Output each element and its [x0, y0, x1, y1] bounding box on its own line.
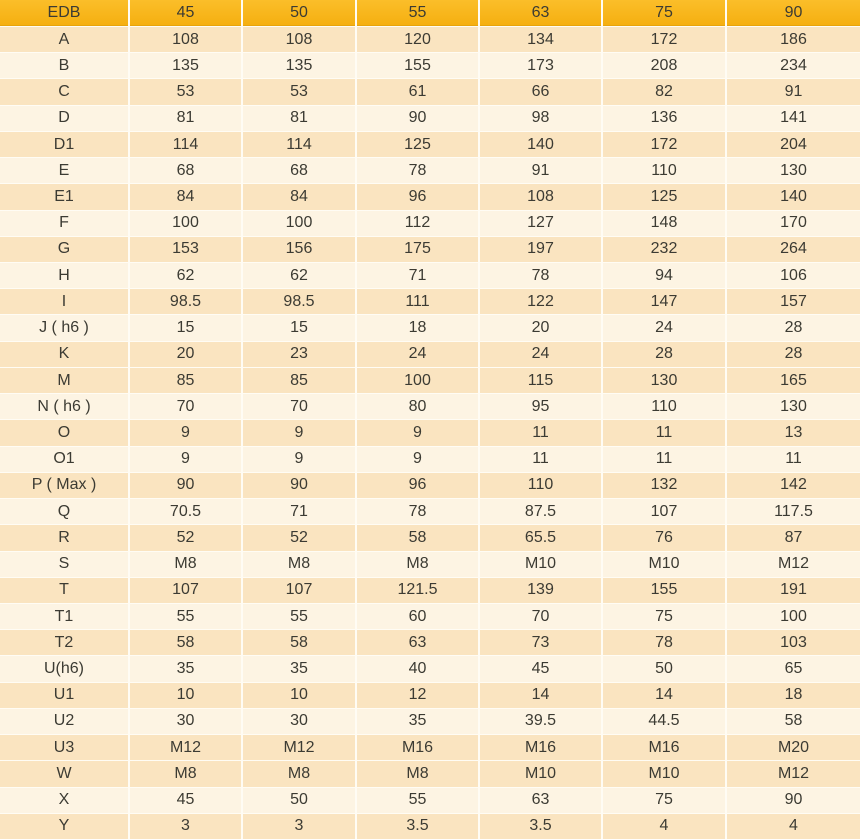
value-cell: 115 — [480, 368, 601, 393]
value-cell: 117.5 — [727, 499, 860, 524]
value-cell: 96 — [357, 473, 478, 498]
value-cell: 45 — [130, 788, 241, 813]
table-row — [0, 237, 860, 262]
row-label: K — [0, 342, 128, 367]
value-cell: 9 — [357, 420, 478, 445]
table-row — [0, 184, 860, 209]
value-cell: 68 — [130, 158, 241, 183]
value-cell: 110 — [603, 394, 725, 419]
row-label: D1 — [0, 132, 128, 157]
table-row — [0, 106, 860, 131]
value-cell: 90 — [243, 473, 355, 498]
value-cell: M8 — [243, 761, 355, 786]
value-cell: 107 — [130, 578, 241, 603]
value-cell: 142 — [727, 473, 860, 498]
value-cell: 186 — [727, 27, 860, 52]
value-cell: 73 — [480, 630, 601, 655]
row-label: U(h6) — [0, 656, 128, 681]
value-cell: 130 — [727, 394, 860, 419]
value-cell: 53 — [243, 79, 355, 104]
row-label: R — [0, 525, 128, 550]
table-row — [0, 79, 860, 104]
value-cell: 172 — [603, 132, 725, 157]
row-label: P ( Max ) — [0, 473, 128, 498]
value-cell: 11 — [480, 420, 601, 445]
value-cell: 35 — [243, 656, 355, 681]
table-row — [0, 394, 860, 419]
value-cell: 80 — [357, 394, 478, 419]
value-cell: 52 — [130, 525, 241, 550]
table-row — [0, 473, 860, 498]
value-cell: 191 — [727, 578, 860, 603]
header-cell: 75 — [603, 0, 725, 26]
value-cell: 139 — [480, 578, 601, 603]
value-cell: 62 — [130, 263, 241, 288]
row-label: T1 — [0, 604, 128, 629]
table-row — [0, 342, 860, 367]
table-row — [0, 27, 860, 52]
value-cell: 30 — [243, 709, 355, 734]
value-cell: 11 — [603, 420, 725, 445]
row-label: W — [0, 761, 128, 786]
value-cell: 65 — [727, 656, 860, 681]
value-cell: 153 — [130, 237, 241, 262]
value-cell: 170 — [727, 211, 860, 236]
value-cell: 20 — [130, 342, 241, 367]
value-cell: 71 — [357, 263, 478, 288]
value-cell: 155 — [603, 578, 725, 603]
row-label: Q — [0, 499, 128, 524]
header-cell-edb: EDB — [0, 0, 128, 26]
value-cell: 100 — [727, 604, 860, 629]
value-cell: M8 — [357, 761, 478, 786]
value-cell: 58 — [243, 630, 355, 655]
table-row — [0, 315, 860, 340]
value-cell: 61 — [357, 79, 478, 104]
value-cell: 103 — [727, 630, 860, 655]
value-cell: 82 — [603, 79, 725, 104]
table-row — [0, 709, 860, 734]
value-cell: 140 — [727, 184, 860, 209]
value-cell: M10 — [480, 761, 601, 786]
value-cell: 15 — [243, 315, 355, 340]
value-cell: 100 — [243, 211, 355, 236]
table-row — [0, 53, 860, 78]
value-cell: 110 — [480, 473, 601, 498]
value-cell: 85 — [130, 368, 241, 393]
value-cell: 11 — [727, 447, 860, 472]
value-cell: 71 — [243, 499, 355, 524]
value-cell: 157 — [727, 289, 860, 314]
value-cell: 156 — [243, 237, 355, 262]
value-cell: 12 — [357, 683, 478, 708]
value-cell: M10 — [603, 761, 725, 786]
value-cell: 111 — [357, 289, 478, 314]
value-cell: 76 — [603, 525, 725, 550]
value-cell: M8 — [130, 552, 241, 577]
value-cell: 108 — [130, 27, 241, 52]
row-label: Y — [0, 814, 128, 839]
row-label: H — [0, 263, 128, 288]
value-cell: 3.5 — [480, 814, 601, 839]
value-cell: 9 — [357, 447, 478, 472]
row-label: I — [0, 289, 128, 314]
value-cell: 75 — [603, 788, 725, 813]
value-cell: 96 — [357, 184, 478, 209]
value-cell: 14 — [480, 683, 601, 708]
value-cell: 134 — [480, 27, 601, 52]
row-label: U3 — [0, 735, 128, 760]
table-row — [0, 761, 860, 786]
value-cell: 106 — [727, 263, 860, 288]
value-cell: 44.5 — [603, 709, 725, 734]
value-cell: 10 — [243, 683, 355, 708]
value-cell: 58 — [727, 709, 860, 734]
value-cell: 95 — [480, 394, 601, 419]
value-cell: 78 — [480, 263, 601, 288]
value-cell: 135 — [130, 53, 241, 78]
value-cell: 90 — [357, 106, 478, 131]
value-cell: 58 — [130, 630, 241, 655]
value-cell: 84 — [130, 184, 241, 209]
table-row — [0, 552, 860, 577]
row-label: U2 — [0, 709, 128, 734]
value-cell: 65.5 — [480, 525, 601, 550]
row-label: E1 — [0, 184, 128, 209]
value-cell: 24 — [480, 342, 601, 367]
value-cell: 60 — [357, 604, 478, 629]
value-cell: 3 — [130, 814, 241, 839]
value-cell: 45 — [480, 656, 601, 681]
value-cell: 130 — [603, 368, 725, 393]
value-cell: 75 — [603, 604, 725, 629]
value-cell: 172 — [603, 27, 725, 52]
value-cell: 3.5 — [357, 814, 478, 839]
value-cell: 87 — [727, 525, 860, 550]
value-cell: 53 — [130, 79, 241, 104]
value-cell: 91 — [727, 79, 860, 104]
row-label: O — [0, 420, 128, 445]
value-cell: 130 — [727, 158, 860, 183]
table-row — [0, 499, 860, 524]
value-cell: 55 — [130, 604, 241, 629]
value-cell: 13 — [727, 420, 860, 445]
value-cell: 63 — [480, 788, 601, 813]
value-cell: 107 — [603, 499, 725, 524]
value-cell: 125 — [357, 132, 478, 157]
value-cell: 70 — [130, 394, 241, 419]
table-row — [0, 158, 860, 183]
row-label: T2 — [0, 630, 128, 655]
row-label: S — [0, 552, 128, 577]
table-row — [0, 630, 860, 655]
value-cell: M8 — [243, 552, 355, 577]
value-cell: 84 — [243, 184, 355, 209]
value-cell: 50 — [243, 788, 355, 813]
row-label: U1 — [0, 683, 128, 708]
value-cell: M10 — [603, 552, 725, 577]
value-cell: 78 — [603, 630, 725, 655]
value-cell: 9 — [130, 447, 241, 472]
value-cell: 175 — [357, 237, 478, 262]
value-cell: 11 — [603, 447, 725, 472]
value-cell: 66 — [480, 79, 601, 104]
value-cell: 28 — [603, 342, 725, 367]
value-cell: 9 — [130, 420, 241, 445]
row-label: J ( h6 ) — [0, 315, 128, 340]
value-cell: M16 — [480, 735, 601, 760]
value-cell: 98.5 — [243, 289, 355, 314]
row-label: D — [0, 106, 128, 131]
value-cell: 24 — [357, 342, 478, 367]
header-cell: 50 — [243, 0, 355, 26]
table-row — [0, 447, 860, 472]
value-cell: 90 — [130, 473, 241, 498]
value-cell: 35 — [130, 656, 241, 681]
header-cell: 55 — [357, 0, 478, 26]
value-cell: 91 — [480, 158, 601, 183]
value-cell: 148 — [603, 211, 725, 236]
value-cell: 122 — [480, 289, 601, 314]
value-cell: 55 — [357, 788, 478, 813]
value-cell: M20 — [727, 735, 860, 760]
value-cell: 132 — [603, 473, 725, 498]
value-cell: 125 — [603, 184, 725, 209]
value-cell: 63 — [357, 630, 478, 655]
value-cell: 112 — [357, 211, 478, 236]
value-cell: 70.5 — [130, 499, 241, 524]
value-cell: M10 — [480, 552, 601, 577]
table-row — [0, 420, 860, 445]
value-cell: 127 — [480, 211, 601, 236]
table-row — [0, 604, 860, 629]
header-cell: 90 — [727, 0, 860, 26]
value-cell: 68 — [243, 158, 355, 183]
value-cell: 108 — [243, 27, 355, 52]
table-row — [0, 132, 860, 157]
value-cell: 147 — [603, 289, 725, 314]
value-cell: 3 — [243, 814, 355, 839]
table-row — [0, 211, 860, 236]
row-label: G — [0, 237, 128, 262]
value-cell: 35 — [357, 709, 478, 734]
value-cell: M8 — [357, 552, 478, 577]
row-label: C — [0, 79, 128, 104]
value-cell: 55 — [243, 604, 355, 629]
value-cell: 9 — [243, 420, 355, 445]
value-cell: 197 — [480, 237, 601, 262]
row-label: N ( h6 ) — [0, 394, 128, 419]
value-cell: 28 — [727, 315, 860, 340]
table-row — [0, 263, 860, 288]
value-cell: 18 — [357, 315, 478, 340]
header-cell: 63 — [480, 0, 601, 26]
row-label: A — [0, 27, 128, 52]
value-cell: 14 — [603, 683, 725, 708]
value-cell: 264 — [727, 237, 860, 262]
value-cell: 50 — [603, 656, 725, 681]
row-label: B — [0, 53, 128, 78]
value-cell: 24 — [603, 315, 725, 340]
value-cell: 107 — [243, 578, 355, 603]
value-cell: M12 — [130, 735, 241, 760]
value-cell: 110 — [603, 158, 725, 183]
value-cell: 165 — [727, 368, 860, 393]
table-row — [0, 735, 860, 760]
value-cell: 234 — [727, 53, 860, 78]
value-cell: M12 — [727, 761, 860, 786]
value-cell: 4 — [603, 814, 725, 839]
value-cell: 208 — [603, 53, 725, 78]
value-cell: 23 — [243, 342, 355, 367]
value-cell: M12 — [727, 552, 860, 577]
value-cell: 204 — [727, 132, 860, 157]
value-cell: 100 — [357, 368, 478, 393]
table-row — [0, 814, 860, 839]
value-cell: 136 — [603, 106, 725, 131]
row-label: M — [0, 368, 128, 393]
value-cell: 70 — [243, 394, 355, 419]
value-cell: 141 — [727, 106, 860, 131]
value-cell: 39.5 — [480, 709, 601, 734]
value-cell: 140 — [480, 132, 601, 157]
value-cell: 40 — [357, 656, 478, 681]
value-cell: 114 — [130, 132, 241, 157]
value-cell: 62 — [243, 263, 355, 288]
value-cell: 20 — [480, 315, 601, 340]
value-cell: 173 — [480, 53, 601, 78]
row-label: E — [0, 158, 128, 183]
value-cell: M12 — [243, 735, 355, 760]
value-cell: 94 — [603, 263, 725, 288]
value-cell: 11 — [480, 447, 601, 472]
value-cell: 114 — [243, 132, 355, 157]
value-cell: 120 — [357, 27, 478, 52]
row-label: O1 — [0, 447, 128, 472]
value-cell: 81 — [243, 106, 355, 131]
value-cell: 87.5 — [480, 499, 601, 524]
row-label: F — [0, 211, 128, 236]
value-cell: 100 — [130, 211, 241, 236]
table-row — [0, 289, 860, 314]
table-row — [0, 578, 860, 603]
value-cell: 18 — [727, 683, 860, 708]
value-cell: 78 — [357, 499, 478, 524]
value-cell: M16 — [357, 735, 478, 760]
value-cell: 90 — [727, 788, 860, 813]
value-cell: 98 — [480, 106, 601, 131]
value-cell: 232 — [603, 237, 725, 262]
value-cell: 15 — [130, 315, 241, 340]
value-cell: 70 — [480, 604, 601, 629]
value-cell: 10 — [130, 683, 241, 708]
table-row — [0, 368, 860, 393]
table-row — [0, 683, 860, 708]
value-cell: 30 — [130, 709, 241, 734]
value-cell: 98.5 — [130, 289, 241, 314]
row-label: X — [0, 788, 128, 813]
table-row — [0, 788, 860, 813]
value-cell: 85 — [243, 368, 355, 393]
value-cell: 4 — [727, 814, 860, 839]
value-cell: 108 — [480, 184, 601, 209]
value-cell: 28 — [727, 342, 860, 367]
header-cell: 45 — [130, 0, 241, 26]
value-cell: 52 — [243, 525, 355, 550]
table-header-row — [0, 0, 860, 26]
value-cell: 9 — [243, 447, 355, 472]
value-cell: M8 — [130, 761, 241, 786]
value-cell: 78 — [357, 158, 478, 183]
value-cell: 135 — [243, 53, 355, 78]
value-cell: M16 — [603, 735, 725, 760]
row-label: T — [0, 578, 128, 603]
table-row — [0, 525, 860, 550]
value-cell: 155 — [357, 53, 478, 78]
value-cell: 58 — [357, 525, 478, 550]
table-row — [0, 656, 860, 681]
value-cell: 121.5 — [357, 578, 478, 603]
value-cell: 81 — [130, 106, 241, 131]
